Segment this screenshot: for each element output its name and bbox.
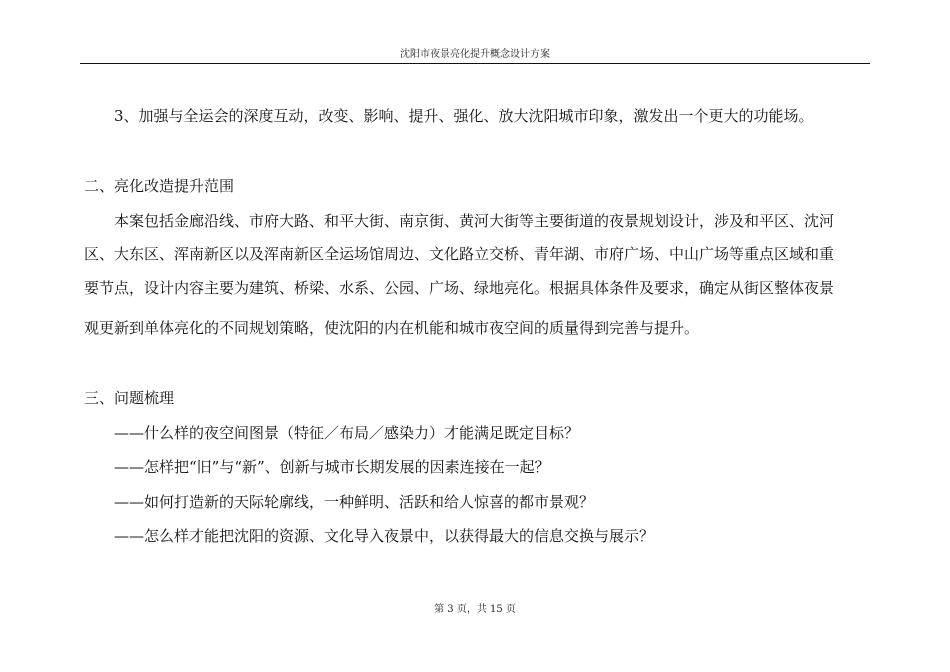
header-divider bbox=[80, 63, 870, 64]
page-header-title: 沈阳市夜景亮化提升概念设计方案 bbox=[400, 49, 550, 60]
section-2-line-2: 区、大东区、浑南新区以及浑南新区全运场馆周边、文化路立交桥、青年湖、市府广场、中山广场等重点区域和重 bbox=[84, 245, 835, 263]
question-1: ——什么样的夜空间图景（特征／布局／感染力）才能满足既定目标？ bbox=[114, 424, 580, 442]
page-number-footer: 第 3 页，共 15 页 bbox=[434, 604, 516, 615]
question-2: ——怎样把“旧”与“新”、创新与城市长期发展的因素连接在一起？ bbox=[114, 458, 550, 476]
section-2-line-4: 观更新到单体亮化的不同规划策略，使沈阳的内在机能和城市夜空间的质量得到完善与提升。 bbox=[84, 319, 700, 337]
section-2-heading: 二、亮化改造提升范围 bbox=[84, 177, 235, 195]
question-3: ——如何打造新的天际轮廓线，一种鲜明、活跃和给人惊喜的都市景观？ bbox=[114, 493, 595, 511]
section-2-line-3: 要节点，设计内容主要为建筑、桥梁、水系、公园、广场、绿地亮化。根据具体条件及要求，确定从街区整体夜景 bbox=[84, 279, 835, 297]
item-3-paragraph: 3、加强与全运会的深度互动，改变、影响、提升、强化、放大沈阳城市印象，激发出一个更大的功能场。 bbox=[114, 107, 814, 125]
section-3-heading: 三、问题梳理 bbox=[84, 389, 175, 407]
section-2-line-1: 本案包括金廊沿线、市府大路、和平大街、南京街、黄河大街等主要街道的夜景规划设计，涉及和平区、沈河 bbox=[114, 212, 835, 230]
question-4: ——怎么样才能把沈阳的资源、文化导入夜景中，以获得最大的信息交换与展示？ bbox=[114, 527, 655, 545]
